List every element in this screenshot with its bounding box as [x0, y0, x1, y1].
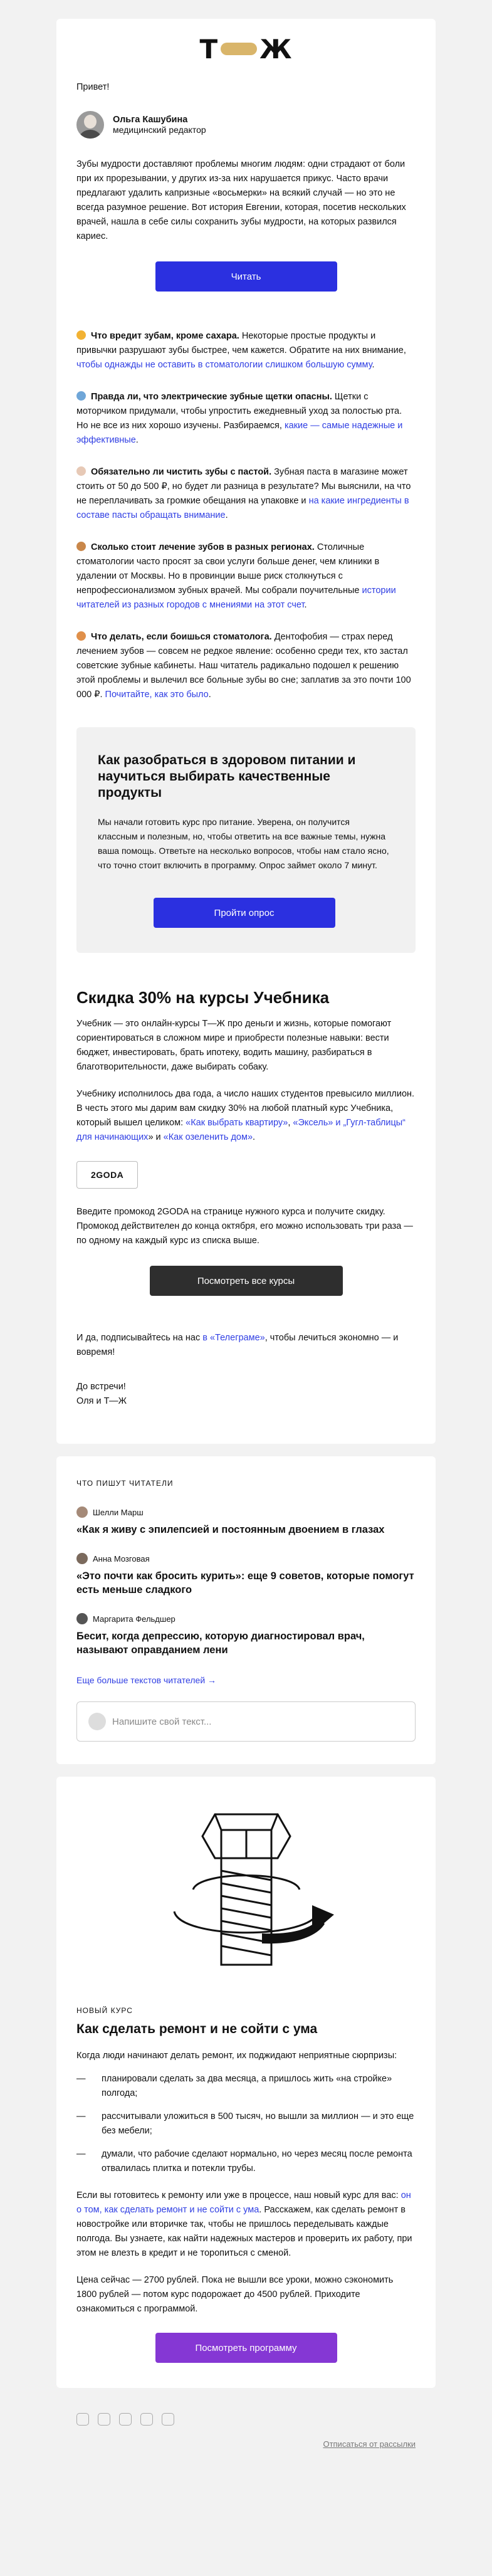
item-tail: .	[208, 690, 211, 700]
view-program-button[interactable]: Посмотреть программу	[155, 2333, 337, 2363]
survey-button[interactable]: Пройти опрос	[154, 898, 335, 928]
item-title: Правда ли, что электрические зубные щетки опасны.	[91, 392, 332, 402]
more-readers-link[interactable]: Еще больше текстов читателей →	[76, 1675, 217, 1685]
telegram-icon[interactable]	[76, 2413, 89, 2426]
telegram-text	[76, 1331, 416, 1360]
readers-label: ЧТО ПИШУТ ЧИТАТЕЛИ	[76, 1479, 174, 1488]
item-text: Столичные стоматологии часто просят за свои услуги больше денег, чем клиники в удалении от Москвы. Но в провинции выше риск столкнуться с непрофессионализмом зубных врачей. Мы собрали поучительные	[76, 542, 380, 596]
item-text: Дентофобия — страх перед лечением зубов — совсем не редкое явление: особенно среди тех, кто застал советские зубные кабинеты. Наш читатель радикально подошел к решению этой проблемы и вылечил все больные зубы во сне; заплатив за это почти 100 000 ₽.	[76, 632, 411, 700]
instagram-icon[interactable]	[98, 2413, 110, 2426]
facebook-icon[interactable]	[140, 2413, 153, 2426]
items-list	[76, 329, 416, 702]
write-text-input[interactable]	[112, 1716, 404, 1727]
course-text-2-end: . Расскажем, как сделать ремонт в новостройке или вторичке так, чтобы не пришлось переделывать каждые полгода. Вы узнаете, как найти надежных мастеров и проверить их работу, при этом не влезть в кредит и не торопиться с сменой.	[76, 2205, 412, 2258]
item-link[interactable]: Почитайте, как это было	[105, 690, 209, 700]
social-icons	[76, 2413, 174, 2426]
reader-author: Шелли Марш	[93, 1507, 144, 1517]
main-card	[56, 19, 436, 1444]
course-price-text: Цена сейчас — 2700 рублей. Пока не вышли все уроки, можно сэкономить 1800 рублей — потом курс подорожает до 4500 рублей. Приходите ознакомиться с программой.	[76, 2275, 394, 2314]
discount-tail: .	[253, 1132, 256, 1142]
list-item	[76, 390, 416, 448]
course-intro: Когда люди начинают делать ремонт, их поджидают неприятные сюрпризы:	[76, 2051, 397, 2061]
item-tail: .	[372, 360, 375, 370]
discount-title: Скидка 30% на курсы Учебника	[76, 988, 330, 1007]
reader-avatar	[76, 1506, 88, 1518]
item-text: Зубная паста в магазине может стоить от 50 до 500 ₽, но будет ли разница в результате? Мы выяснили, на что не переплачивать за громкие обещания на упаковке и	[76, 467, 411, 506]
survey-text: Мы начали готовить курс про питание. Уверена, он получится классным и полезным, но, чтобы ответить на все важные темы, нужна ваша помощь. Ответьте на несколько вопросов, чтобы нам стало ясно, что точно стоит включить в программу. Опрос займет около 7 минут.	[98, 817, 389, 870]
logo-letter-zh: Ж	[259, 33, 293, 65]
greeting: Привет!	[76, 82, 110, 92]
author-name: Ольга Кашубина	[113, 115, 188, 125]
course-link[interactable]: он о том, как сделать ремонт и не сойти с ума	[76, 2190, 411, 2215]
item-title: Что вредит зубам, кроме сахара.	[91, 331, 239, 341]
discount-separator: » и	[148, 1132, 164, 1142]
intro-text: Зубы мудрости доставляют проблемы многим людям: одни страдают от боли при их прорезывании, у других из-за них нарушается прикус. Часто врачи предлагают удалить капризные «восьмерки» на всякий случай — но это не всегда разумное решение. Вот история Евгении, которая, посетив нескольких врачей, нашла в себе силы сохранить зубы мудрости, на которых развился кариес.	[76, 159, 406, 241]
money-bag-emoji-icon	[76, 542, 86, 551]
item-tail: .	[304, 600, 307, 610]
author-role: медицинский редактор	[113, 125, 206, 135]
item-link[interactable]: истории читателей из разных городов с мнениями на этот счет	[76, 586, 396, 610]
telegram-text-end: , чтобы лечиться экономно — и вовремя!	[76, 1333, 399, 1357]
farewell-line-1: До встречи!	[76, 1382, 126, 1392]
reader-post[interactable]	[76, 1613, 416, 1657]
item-tail: .	[225, 510, 228, 520]
discount-separator: ,	[288, 1118, 293, 1128]
discount-text-2	[76, 1087, 416, 1145]
course-link-excel[interactable]: «Эксель» и „Гугл-таблицы“ для начинающих	[76, 1118, 406, 1142]
telegram-link[interactable]: в «Телеграме»	[202, 1333, 265, 1343]
discount-text-1: Учебник — это онлайн-курсы Т—Ж про деньги и жизнь, которые помогают сориентироваться в сложном мире и приобрести полезные навыки: вести бюджет, инвестировать, брать ипотеку, водить машину, разбираться в благотворительности, даже выбирать собаку.	[76, 1019, 392, 1072]
author-avatar	[76, 111, 104, 139]
discount-text-3: Введите промокод 2GODA на странице нужного курса и получите скидку. Промокод действителен до конца октября, его можно использовать три раза — по одному на каждый курс из списка выше.	[76, 1207, 413, 1246]
vk-icon[interactable]	[119, 2413, 132, 2426]
reader-author: Анна Мозговая	[93, 1553, 150, 1564]
reader-post[interactable]	[76, 1553, 416, 1597]
reader-post-title[interactable]: «Это почти как бросить курить»: еще 9 советов, которые помогут есть меньше сладкого	[76, 1570, 414, 1596]
course-card	[56, 1777, 436, 2388]
survey-box	[76, 727, 416, 953]
readers-card	[56, 1456, 436, 1764]
item-link[interactable]: какие — самые надежные и эффективные	[76, 421, 403, 445]
discount-text-2-body: Учебнику исполнилось два года, а число наших студентов превысило миллион. В честь этого мы дарим вам скидку 30% на любой платный курс Учебника, который вышел целиком:	[76, 1089, 415, 1128]
reader-post-title[interactable]: «Как я живу с эпилепсией и постоянным двоением в глазах	[76, 1524, 385, 1535]
course-text-2	[76, 2189, 416, 2261]
bolt-illustration	[76, 1795, 416, 1984]
course-title: Как сделать ремонт и не сойти с ума	[76, 2022, 318, 2036]
all-courses-button[interactable]: Посмотреть все курсы	[150, 1266, 343, 1296]
item-tail: .	[135, 435, 139, 445]
logo-pill-icon	[221, 43, 257, 55]
survey-title: Как разобраться в здоровом питании и научиться выбирать качественные продукты	[98, 753, 356, 800]
course-text-2-start: Если вы готовитесь к ремонту или уже в процессе, наш новый курс для вас:	[76, 2190, 401, 2200]
toothbrush-emoji-icon	[76, 391, 86, 401]
promo-code-badge: 2GODA	[76, 1161, 138, 1189]
author-block	[76, 111, 416, 139]
unsubscribe-link[interactable]: Отписаться от рассылки	[323, 2439, 416, 2449]
list-item	[76, 329, 416, 372]
course-bullets	[76, 2072, 416, 2176]
list-item: — думали, что рабочие сделают нормально, но через месяц после ремонта отвалилась плитка и потекли трубы.	[76, 2147, 416, 2176]
footer	[56, 2388, 436, 2449]
item-link[interactable]: на какие ингредиенты в составе пасты обращать внимание	[76, 496, 409, 520]
item-text: Щетки с моторчиком придумали, чтобы упростить ежедневный уход за полостью рта. Но не все из них хорошо изучены. Разбираемся,	[76, 392, 402, 431]
reader-avatar	[76, 1613, 88, 1624]
farewell-line-2: Оля и Т—Ж	[76, 1396, 127, 1406]
item-title: Сколько стоит лечение зубов в разных регионах.	[91, 542, 315, 552]
reader-post-title[interactable]: Бесит, когда депрессию, которую диагностировал врач, называют оправданием лени	[76, 1631, 365, 1656]
reader-avatar	[76, 1553, 88, 1564]
telegram-text-start: И да, подписывайтесь на нас	[76, 1333, 203, 1343]
bolt-icon	[155, 1795, 337, 1984]
avatar-placeholder-icon	[88, 1713, 106, 1730]
reader-author: Маргарита Фельдшер	[93, 1614, 175, 1624]
reader-post[interactable]	[76, 1506, 416, 1537]
item-text: Некоторые простые продукты и привычки разрушают зубы быстрее, чем кажется. Обратите на них внимание,	[76, 331, 406, 355]
list-item	[76, 540, 416, 612]
list-item: — рассчитывали уложиться в 500 тысяч, но вышли за миллион — и это еще без мебели;	[76, 2110, 416, 2138]
logo-letter-t: Т	[199, 33, 219, 65]
scared-face-emoji-icon	[76, 631, 86, 641]
course-label: НОВЫЙ КУРС	[76, 2006, 133, 2015]
list-item	[76, 465, 416, 523]
course-link-plants[interactable]: «Как озеленить дом»	[163, 1132, 253, 1142]
item-title: Что делать, если боишься стоматолога.	[91, 632, 272, 642]
course-link-apartment[interactable]: «Как выбрать квартиру»	[186, 1118, 288, 1128]
tooth-emoji-icon	[76, 466, 86, 476]
write-text-field[interactable]	[76, 1701, 416, 1742]
logo[interactable]	[56, 19, 436, 79]
item-title: Обязательно ли чистить зубы с пастой.	[91, 467, 272, 477]
item-link[interactable]: чтобы однажды не оставить в стоматологии слишком большую сумму	[76, 360, 372, 370]
list-item	[76, 630, 416, 702]
tooth-emoji-icon	[76, 330, 86, 340]
farewell	[76, 1380, 416, 1409]
twitter-icon[interactable]	[162, 2413, 174, 2426]
read-button[interactable]: Читать	[155, 261, 337, 292]
list-item: — планировали сделать за два месяца, а пришлось жить «на стройке» полгода;	[76, 2072, 416, 2101]
